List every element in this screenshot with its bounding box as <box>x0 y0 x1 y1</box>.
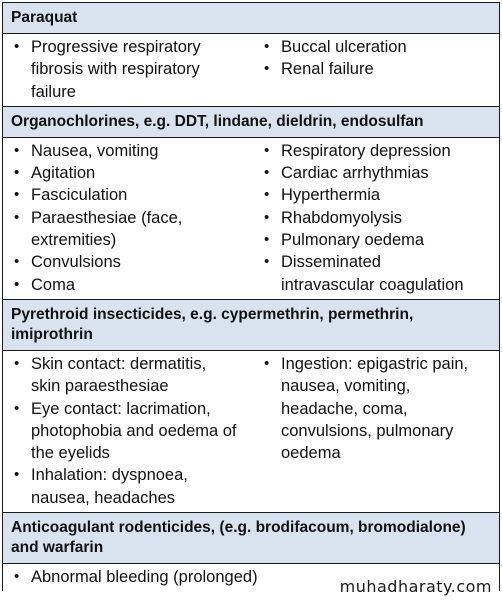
section-body-organochlorines <box>3 138 499 300</box>
bullet-icon: • <box>14 141 20 159</box>
left-column <box>13 353 263 509</box>
bullet-icon: • <box>14 164 20 182</box>
left-column <box>13 566 313 588</box>
bullet-icon: • <box>14 275 20 293</box>
poisoning-features-table <box>2 2 500 591</box>
list-item: • Eye contact: lacrimation, photophobia and oedema of the eyelids <box>14 399 237 463</box>
bullet-icon: • <box>14 38 20 55</box>
bullet-icon: • <box>264 164 270 182</box>
list-item: • Progressive respiratory fibrosis with respiratory failure <box>14 38 201 101</box>
watermark-text: muhadharaty.com <box>339 577 492 596</box>
list-item: • Respiratory depression <box>263 140 491 162</box>
list-item: • Hyperthermia <box>263 184 491 206</box>
list-item: • Convulsions <box>13 251 263 273</box>
list-item: • Renal failure <box>263 58 491 80</box>
list-item: • Abnormal bleeding (prolonged) <box>13 566 313 588</box>
list-item: • Skin contact: dermatitis, skin paraesthesiae <box>14 354 207 396</box>
list-item: • Disseminated intravascular coagulation <box>264 253 464 294</box>
bullet-icon: • <box>14 568 20 586</box>
bullet-icon: • <box>264 60 270 78</box>
left-column <box>13 36 263 103</box>
bullet-icon: • <box>14 208 20 226</box>
bullet-icon: • <box>14 466 20 484</box>
bullet-icon: • <box>264 141 270 159</box>
bullet-icon: • <box>264 186 270 204</box>
bullet-icon: • <box>264 253 270 271</box>
section-header-anticoagulants: Anticoagulant rodenticides, (e.g. brodifacoum, bromodialone) and warfarin <box>3 513 499 564</box>
list-item: • Agitation <box>13 162 263 184</box>
list-item: • Paraesthesiae (face, extremities) <box>14 208 183 250</box>
section-body-pyrethroids <box>3 351 499 513</box>
right-column <box>263 353 491 509</box>
bullet-icon: • <box>264 208 270 226</box>
bullet-icon: • <box>264 231 270 249</box>
section-body-paraquat <box>3 34 499 107</box>
bullet-icon: • <box>14 354 20 372</box>
bullet-icon: • <box>264 354 270 372</box>
bullet-icon: • <box>14 186 20 204</box>
section-header-pyrethroids: Pyrethroid insecticides, e.g. cypermethrin, permethrin, imiprothrin <box>3 300 499 351</box>
left-column <box>13 140 263 296</box>
list-item: • Rhabdomyolysis <box>263 207 491 229</box>
right-column <box>263 36 491 103</box>
bullet-icon: • <box>264 38 270 55</box>
right-column <box>263 140 491 296</box>
section-header-paraquat: Paraquat <box>3 3 499 34</box>
list-item: • Buccal ulceration <box>263 36 491 58</box>
list-item: • Nausea, vomiting <box>13 140 263 162</box>
bullet-icon: • <box>14 253 20 271</box>
list-item: • Ingestion: epigastric pain, nausea, vomiting, headache, coma, convulsions, pulmonary oedema <box>264 354 469 463</box>
list-item: • Cardiac arrhythmias <box>263 162 491 184</box>
list-item: • Coma <box>13 274 263 296</box>
list-item: • Fasciculation <box>13 184 263 206</box>
section-header-organochlorines: Organochlorines, e.g. DDT, lindane, dieldrin, endosulfan <box>3 107 499 138</box>
list-item: • Inhalation: dyspnoea, nausea, headaches <box>14 466 188 507</box>
bullet-icon: • <box>14 399 20 417</box>
list-item: • Pulmonary oedema <box>263 229 491 251</box>
